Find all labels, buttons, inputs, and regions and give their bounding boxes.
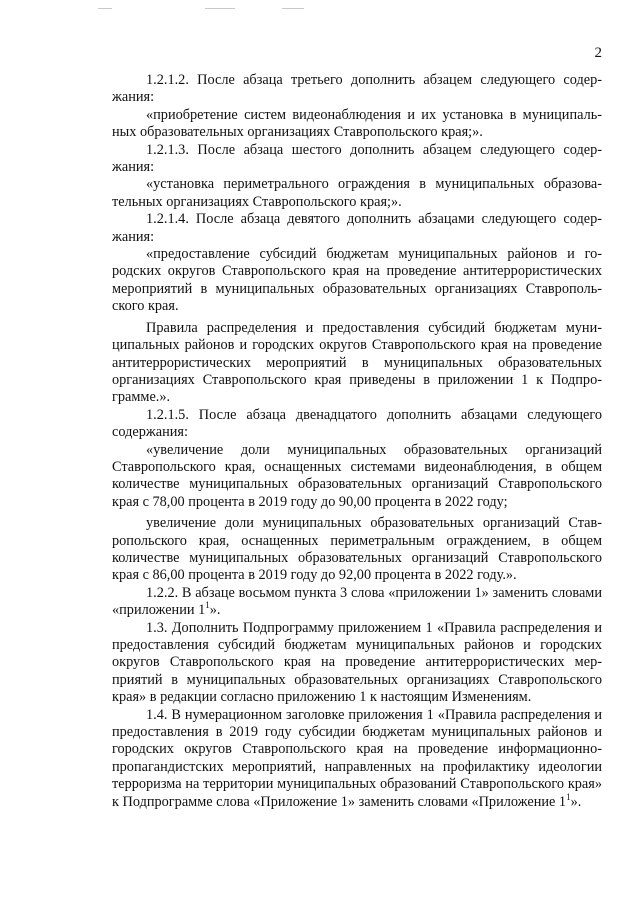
paragraph: [112, 620, 602, 707]
superscript: 1: [205, 600, 210, 611]
paragraph: [112, 442, 602, 512]
paragraph: [112, 211, 602, 246]
paragraph-text: «предоставление субсидий бюджетам муниципальных районов и городских округов Ставропольского края на проведение антитеррористических мероприятий в муниципальных образовательных организациях Ставропольского края.: [112, 246, 602, 315]
paragraph: [112, 515, 602, 585]
paragraph: [112, 72, 602, 107]
document-body: [112, 72, 602, 811]
paragraph: [112, 142, 602, 177]
paragraph-text: увеличение доли муниципальных образовательных организаций Ставропольского края, оснащенных периметральным ограждением, в общем количестве муниципальных образовательных организаций Ставропольского края с 86,00 процента в 2019 году до 92,00 процента в 2022 году.».: [112, 515, 602, 584]
paragraph-text: 1.2.1.5. После абзаца двенадцатого дополнить абзацами следующего содержания:: [112, 406, 602, 441]
paragraph-text: «увеличение доли муниципальных образовательных организаций Ставропольского края, оснащенных системами видеонаблюдения, в общем количестве муниципальных образовательных организаций Ставропольского края с 78,00 процента в 2019 году до 90,00 процента в 2022 году;: [112, 441, 602, 510]
paragraph-text-tail: ».: [570, 793, 582, 810]
paragraph-text: 1.2.1.4. После абзаца девятого дополнить абзацами следующего содержания:: [112, 211, 602, 245]
scan-top-marks: [0, 8, 640, 12]
paragraph-text: 1.4. В нумерационном заголовке приложения 1 «Правила распределения и предоставления в 2019 году субсидии бюджетам муниципальных районов и городских округов Ставропольского края на проведение информационно-пропагандистских мероприятий, направленных на профилактику идеологии терроризма на территории муниципальных образований Ставропольского края» к Подпрограмме слова «Приложение 1» заменить словами «Приложение 1: [112, 706, 602, 810]
paragraph: [112, 407, 602, 442]
paragraph-text: 1.2.1.3. После абзаца шестого дополнить абзацем следующего содержания:: [112, 141, 602, 176]
paragraph: [112, 707, 602, 811]
paragraph: [112, 176, 602, 211]
superscript: 1: [566, 791, 571, 802]
paragraph: [112, 320, 602, 407]
paragraph: [112, 585, 602, 620]
paragraph: [112, 107, 602, 142]
paragraph-text: «приобретение систем видеонаблюдения и их установка в муниципальных образовательных организациях Ставропольского края;».: [112, 106, 602, 141]
page-number: 2: [594, 45, 602, 61]
paragraph-text: 1.2.2. В абзаце восьмом пункта 3 слова «приложении 1» заменить словами «приложении 1: [112, 584, 602, 619]
paragraph-text: Правила распределения и предоставления субсидий бюджетам муниципальных районов и городских округов Ставропольского края на проведение антитеррористических мероприятий в муниципальных образовательных организациях Ставропольского края приведены в приложении 1 к Подпрограмме.».: [112, 319, 602, 406]
paragraph-text-tail: ».: [209, 602, 221, 619]
paragraph: [112, 246, 602, 316]
paragraph-text: 1.2.1.2. После абзаца третьего дополнить абзацем следующего содержания:: [112, 72, 602, 106]
paragraph-text: 1.3. Дополнить Подпрограмму приложением 1 «Правила распределения и предоставления субсидий бюджетам муниципальных районов и городских округов Ставропольского края на проведение антитеррористических мерприятий в муниципальных образовательных организациях Ставропольского края» в редакции согласно приложению 1 к настоящим Изменениям.: [112, 619, 602, 706]
paragraph-text: «установка периметрального ограждения в муниципальных образовательных организациях Ставропольского края;».: [112, 176, 602, 210]
